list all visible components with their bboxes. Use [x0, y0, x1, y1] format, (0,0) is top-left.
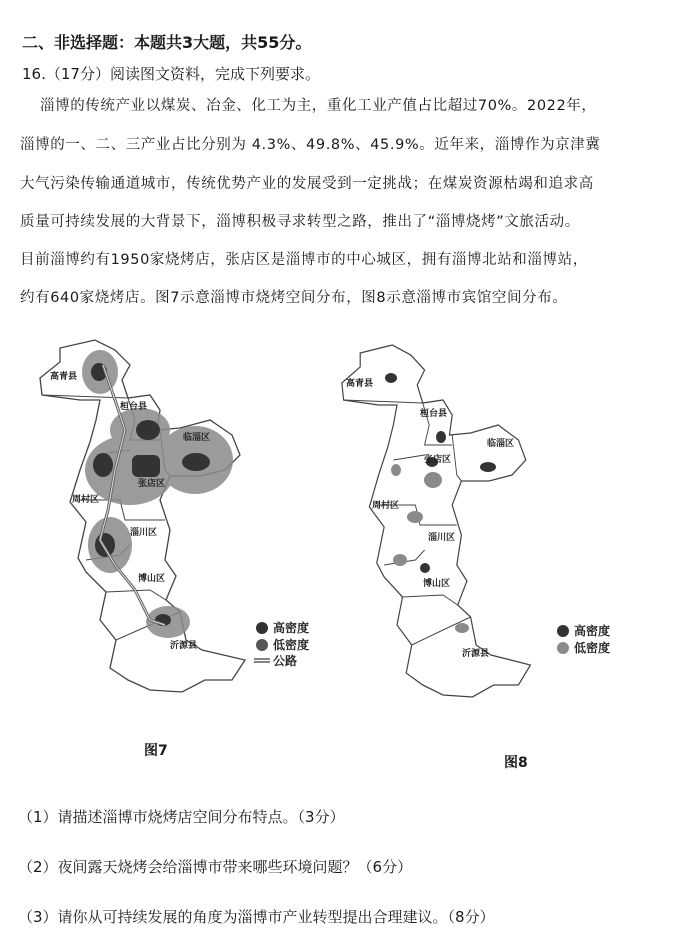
paragraph-line: 淄博的传统产业以煤炭、冶金、化工为主，重化工业产值占比超过70%。2022年， — [40, 98, 597, 114]
label-huantai: 桓台县 — [120, 402, 148, 412]
legend-high: 高密度 — [273, 621, 310, 635]
legend-low: 低密度 — [273, 638, 310, 652]
high-density-areas — [385, 373, 496, 573]
figure7-caption: 图7 — [144, 743, 168, 759]
figure7-legend — [254, 620, 309, 668]
figure8-legend — [557, 623, 610, 655]
paragraph-line: 目前淄博约有1950家烧烤店，张店区是淄博市的中心城区，拥有淄博北站和淄博站， — [20, 252, 588, 268]
figure8-caption: 图8 — [504, 755, 528, 771]
label-zhangdian: 张店区 — [424, 455, 452, 465]
label-huantai: 桓台县 — [420, 409, 448, 419]
paragraph-line: 质量可持续发展的大背景下，淄博积极寻求转型之路，推出了“淄博烧烤”文旅活动。 — [20, 214, 580, 230]
section-heading: 二、非选择题：本题共3大题，共55分。 — [22, 33, 312, 52]
label-linzi: 临淄区 — [487, 439, 515, 449]
legend-high: 高密度 — [574, 624, 611, 638]
paragraph-line: 淄博的一、二、三产业占比分别为 4.3%、49.8%、45.9%。近年来，淄博作为京津冀 — [20, 137, 601, 153]
legend-road: 公路 — [273, 654, 298, 668]
label-zhangdian: 张店区 — [138, 479, 166, 489]
label-yiyuan: 沂源县 — [170, 641, 198, 651]
label-gaoqing: 高青县 — [50, 372, 78, 382]
question-3: （3）请你从可持续发展的角度为淄博市产业转型提出合理建议。（8分） — [18, 908, 495, 926]
paragraph-line: 约有640家烧烤店。图7示意淄博市烧烤空间分布，图8示意淄博市宾馆空间分布。 — [20, 290, 568, 306]
question-1: （1）请描述淄博市烧烤店空间分布特点。（3分） — [18, 808, 345, 826]
paragraph-line: 大气污染传输通道城市，传统优势产业的发展受到一定挑战；在煤炭资源枯竭和追求高 — [20, 176, 594, 192]
label-boshan: 博山区 — [423, 579, 451, 589]
figure8-map — [342, 345, 610, 697]
label-zhoucun: 周村区 — [72, 495, 100, 505]
label-zichuan: 淄川区 — [130, 528, 158, 538]
low-density-areas — [391, 464, 469, 633]
question-header: 16.（17分）阅读图文资料，完成下列要求。 — [22, 65, 320, 83]
label-yiyuan: 沂源县 — [462, 649, 490, 659]
label-gaoqing: 高青县 — [346, 379, 374, 389]
label-zhoucun: 周村区 — [372, 501, 400, 511]
figure7-map — [40, 340, 309, 692]
question-2: （2）夜间露天烧烤会给淄博市带来哪些环境问题？（6分） — [18, 858, 413, 876]
legend-low: 低密度 — [574, 641, 611, 655]
label-boshan: 博山区 — [138, 574, 166, 584]
label-linzi: 临淄区 — [183, 433, 211, 443]
label-zichuan: 淄川区 — [428, 533, 456, 543]
